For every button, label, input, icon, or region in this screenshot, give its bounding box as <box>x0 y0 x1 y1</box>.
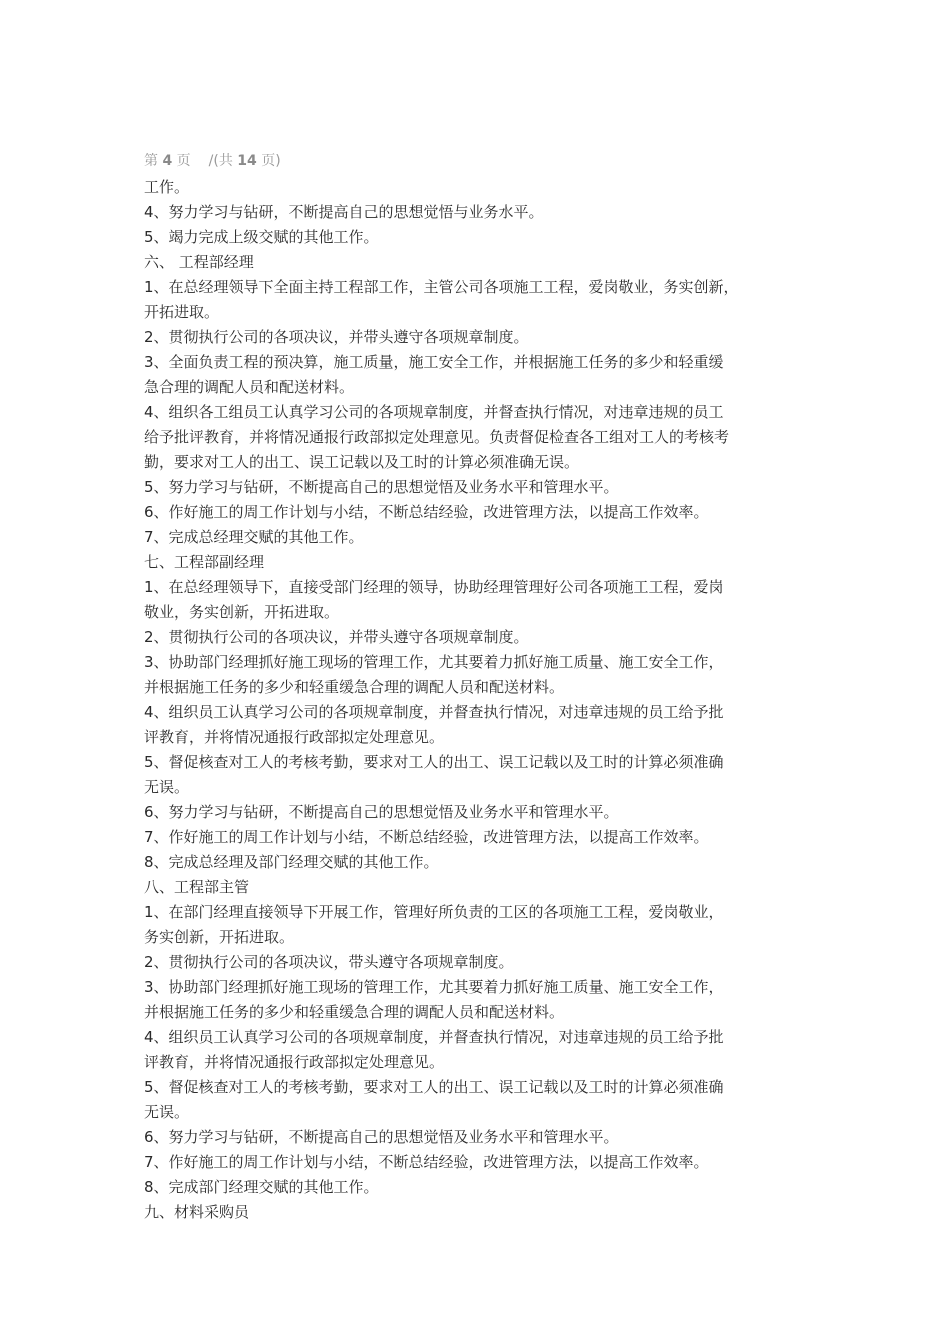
text-line: 2、贯彻执行公司的各项决议，并带头遵守各项规章制度。 <box>144 328 529 346</box>
text-line: 工作。 <box>144 178 190 196</box>
text-line: 8、完成部门经理交赋的其他工作。 <box>144 1178 379 1196</box>
text-line: 无误。 <box>144 778 190 796</box>
text-line: 无误。 <box>144 1103 190 1121</box>
text-line: 5、竭力完成上级交赋的其他工作。 <box>144 228 379 246</box>
text-line: 6、努力学习与钻研，不断提高自己的思想觉悟及业务水平和管理水平。 <box>144 1128 619 1146</box>
text-line: 并根据施工任务的多少和轻重缓急合理的调配人员和配送材料。 <box>144 1003 565 1021</box>
text-line: 1、在总经理领导下全面主持工程部工作，主管公司各项施工工程，爱岗敬业，务实创新， <box>144 278 739 296</box>
text-line: 7、作好施工的周工作计划与小结，不断总结经验，改进管理方法，以提高工作效率。 <box>144 828 709 846</box>
page-prefix: 第 <box>144 153 158 169</box>
text-line: 评教育，并将情况通报行政部拟定处理意见。 <box>144 728 445 746</box>
text-line: 给予批评教育，并将情况通报行政部拟定处理意见。负责督促检查各工组对工人的考核考 <box>144 428 730 446</box>
page-suffix: 页 <box>176 153 191 169</box>
text-line: 八、工程部主管 <box>144 878 250 896</box>
text-line: 7、完成总经理交赋的其他工作。 <box>144 528 364 546</box>
total-prefix: /(共 <box>208 153 233 169</box>
text-line: 4、组织员工认真学习公司的各项规章制度，并督查执行情况，对违章违规的员工给予批 <box>144 703 724 721</box>
text-line: 4、努力学习与钻研，不断提高自己的思想觉悟与业务水平。 <box>144 203 544 221</box>
document-body <box>144 175 814 1225</box>
text-line: 1、在部门经理直接领导下开展工作，管理好所负责的工区的各项施工工程，爱岗敬业， <box>144 903 724 921</box>
total-suffix: 页) <box>261 153 281 169</box>
text-line: 4、组织员工认真学习公司的各项规章制度，并督查执行情况，对违章违规的员工给予批 <box>144 1028 724 1046</box>
text-line: 8、完成总经理及部门经理交赋的其他工作。 <box>144 853 439 871</box>
document-page <box>144 150 814 1225</box>
text-line: 3、协助部门经理抓好施工现场的管理工作，尤其要着力抓好施工质量、施工安全工作， <box>144 978 724 996</box>
text-line: 勤，要求对工人的出工、误工记载以及工时的计算必须准确无误。 <box>144 453 580 471</box>
text-line: 并根据施工任务的多少和轻重缓急合理的调配人员和配送材料。 <box>144 678 565 696</box>
page-header <box>144 150 814 172</box>
text-line: 2、贯彻执行公司的各项决议，带头遵守各项规章制度。 <box>144 953 514 971</box>
text-line: 1、在总经理领导下，直接受部门经理的领导，协助经理管理好公司各项施工工程，爱岗 <box>144 578 724 596</box>
text-line: 5、努力学习与钻研，不断提高自己的思想觉悟及业务水平和管理水平。 <box>144 478 619 496</box>
page-number: 4 <box>162 153 173 169</box>
text-line: 7、作好施工的周工作计划与小结，不断总结经验，改进管理方法，以提高工作效率。 <box>144 1153 709 1171</box>
text-line: 评教育，并将情况通报行政部拟定处理意见。 <box>144 1053 445 1071</box>
text-line: 5、督促核查对工人的考核考勤，要求对工人的出工、误工记载以及工时的计算必须准确 <box>144 753 724 771</box>
text-line: 开拓进取。 <box>144 303 220 321</box>
text-line: 3、协助部门经理抓好施工现场的管理工作，尤其要着力抓好施工质量、施工安全工作， <box>144 653 724 671</box>
text-line: 务实创新，开拓进取。 <box>144 928 295 946</box>
text-line: 急合理的调配人员和配送材料。 <box>144 378 355 396</box>
text-line: 七、工程部副经理 <box>144 553 265 571</box>
text-line: 敬业，务实创新，开拓进取。 <box>144 603 340 621</box>
text-line: 六、 工程部经理 <box>144 253 254 271</box>
text-line: 3、全面负责工程的预决算，施工质量，施工安全工作，并根据施工任务的多少和轻重缓 <box>144 353 724 371</box>
total-pages: 14 <box>237 153 257 169</box>
text-line: 6、作好施工的周工作计划与小结，不断总结经验，改进管理方法，以提高工作效率。 <box>144 503 709 521</box>
text-line: 6、努力学习与钻研，不断提高自己的思想觉悟及业务水平和管理水平。 <box>144 803 619 821</box>
text-line: 九、材料采购员 <box>144 1203 250 1221</box>
text-line: 2、贯彻执行公司的各项决议，并带头遵守各项规章制度。 <box>144 628 529 646</box>
text-line: 4、组织各工组员工认真学习公司的各项规章制度，并督查执行情况，对违章违规的员工 <box>144 403 724 421</box>
text-line: 5、督促核查对工人的考核考勤，要求对工人的出工、误工记载以及工时的计算必须准确 <box>144 1078 724 1096</box>
